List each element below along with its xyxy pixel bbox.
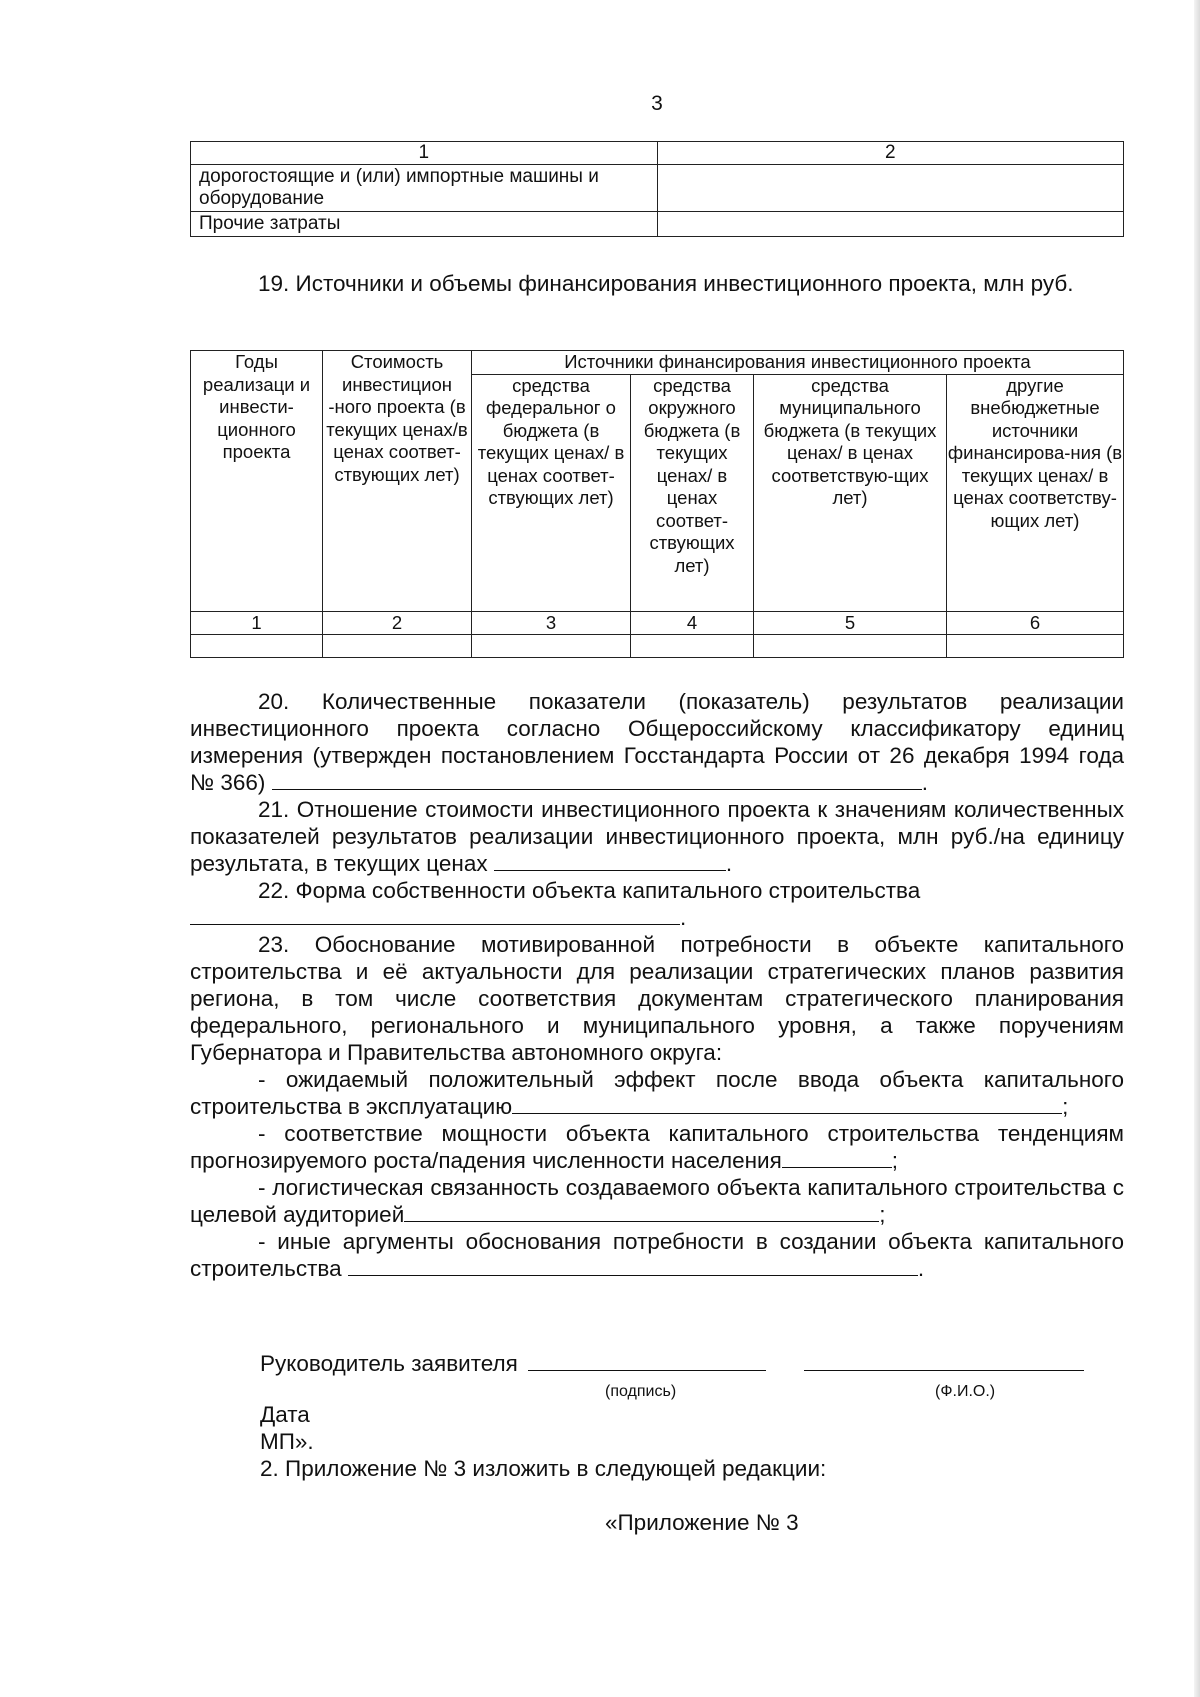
col-other: другие внебюджетные источники финансирова-ния (в текущих ценах/ в ценах соответству-ющих лет) (947, 374, 1124, 611)
bullet-3-text: - логистическая связанность создаваемого объекта капитального строительства с целевой аудиторией (190, 1175, 1124, 1227)
col-district: средства окружного бюджета (в текущих ценах/ в ценах соответ-ствующих лет) (631, 374, 754, 611)
fill-line (348, 1255, 918, 1276)
table-cell: дорогостоящие и (или) импортные машины и оборудование (191, 165, 658, 212)
table-cell (754, 634, 947, 657)
item-22 (190, 877, 1124, 904)
fill-line (494, 850, 726, 871)
financing-table (190, 350, 1124, 658)
costs-table (190, 141, 1124, 237)
item-20-text: 20. Количественные показатели (показатель) результатов реализации инвестиционного проекта согласно Общероссийскому классификатору единиц измерения (утвержден постановлением Госстандарта России от 26 декабря 1994 года № 366) (190, 689, 1124, 795)
item-20: 20. Количественные показатели (показатель) результатов реализации инвестиционного проекта согласно Общероссийскому классификатору единиц измерения (утвержден постановлением Госстандарта России от 26 декабря 1994 года № 366) . (190, 689, 1124, 795)
table-header-cell: 2 (657, 142, 1124, 165)
stamp-label: МП». (260, 1429, 314, 1454)
fill-line (190, 904, 680, 925)
bullet-1: - ожидаемый положительный эффект после ввода объекта капитального строительства в эксплуатацию ; (190, 1067, 1124, 1119)
table-cell (657, 212, 1124, 237)
col-number: 4 (631, 611, 754, 634)
table-header-cell: 1 (191, 142, 658, 165)
form-body (190, 688, 1124, 1282)
bullet-4-text: - иные аргументы обоснования потребности в создании объекта капитального строительства (190, 1229, 1124, 1281)
item-23 (190, 931, 1124, 1066)
col-years: Годы реализаци и инвести-ционного проекта (191, 351, 323, 612)
bullet-4: - иные аргументы обоснования потребности в создании объекта капитального строительства . (190, 1229, 1124, 1281)
signature-label: Руководитель заявителя (260, 1351, 518, 1376)
col-federal: средства федеральног о бюджета (в текущих ценах/ в ценах соответ-ствующих лет) (472, 374, 631, 611)
item-19-text: 19. Источники и объемы финансирования инвестиционного проекта, млн руб. (258, 271, 1074, 296)
name-caption: (Ф.И.О.) (935, 1383, 996, 1400)
col-group-sources: Источники финансирования инвестиционного проекта (472, 351, 1124, 375)
fill-line (404, 1201, 879, 1222)
signature-block (260, 1350, 1084, 1482)
date-label: Дата (260, 1402, 310, 1427)
bullet-2: - соответствие мощности объекта капитального строительства тенденциям прогнозируемого роста/падения численности населения ; (190, 1121, 1124, 1173)
col-number: 2 (323, 611, 472, 634)
table-cell (191, 634, 323, 657)
table-cell (323, 634, 472, 657)
col-number: 1 (191, 611, 323, 634)
item-22-fill: . (190, 904, 1124, 931)
appendix-heading: «Приложение № 3 (605, 1510, 799, 1535)
item-21: 21. Отношение стоимости инвестиционного проекта к значениям количественных показателей результатов реализации инвестиционного проекта, млн руб./на единицу результата, в текущих ценах . (190, 797, 1124, 876)
col-number: 3 (472, 611, 631, 634)
page-number: 3 (651, 92, 663, 115)
name-field (804, 1350, 1084, 1371)
item-23-text: 23. Обоснование мотивированной потребности в объекте капитального строительства и её актуальности для реализации стратегических планов развития региона, в том числе соответствия документам стратегического планирования федерального, регионального и муниципального уровня, а также поручениям Губернатора и Правительства автономного округа: (190, 932, 1124, 1065)
table-cell (631, 634, 754, 657)
item-21-text: 21. Отношение стоимости инвестиционного проекта к значениям количественных показателей результатов реализации инвестиционного проекта, млн руб./на единицу результата, в текущих ценах (190, 797, 1124, 876)
signature-line (260, 1350, 1084, 1377)
scan-edge (1194, 0, 1200, 1697)
col-municipal: средства муниципального бюджета (в текущих ценах/ в ценах соответствую-щих лет) (754, 374, 947, 611)
item-19 (190, 270, 1124, 298)
col-cost: Стоимость инвестицион -ного проекта (в текущих ценах/в ценах соответ-ствующих лет) (323, 351, 472, 612)
item-2: 2. Приложение № 3 изложить в следующей редакции: (260, 1456, 827, 1481)
col-number: 6 (947, 611, 1124, 634)
item-22-text: 22. Форма собственности объекта капитального строительства (258, 878, 921, 903)
bullet-2-text: - соответствие мощности объекта капитального строительства тенденциям прогнозируемого роста/падения численности населения (190, 1121, 1124, 1173)
table-cell (472, 634, 631, 657)
fill-line (512, 1093, 1062, 1114)
signature-caption: (подпись) (605, 1383, 677, 1400)
table-cell (657, 165, 1124, 212)
table-cell: Прочие затраты (191, 212, 658, 237)
fill-line (782, 1147, 892, 1168)
fill-line (272, 769, 922, 790)
bullet-1-text: - ожидаемый положительный эффект после ввода объекта капитального строительства в эксплуатацию (190, 1067, 1124, 1119)
table-cell (947, 634, 1124, 657)
col-number: 5 (754, 611, 947, 634)
bullet-3: - логистическая связанность создаваемого объекта капитального строительства с целевой аудиторией ; (190, 1175, 1124, 1227)
signature-field (528, 1350, 766, 1371)
